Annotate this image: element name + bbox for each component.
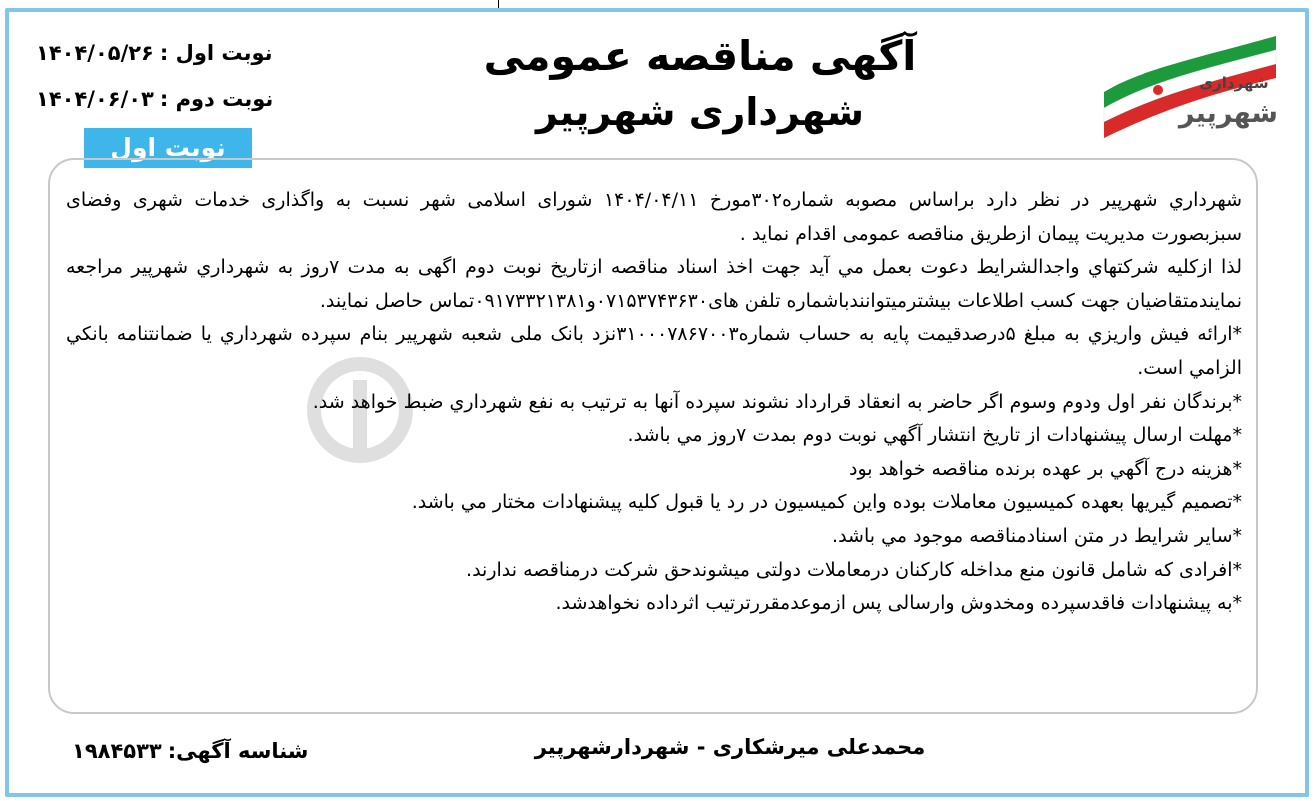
ad-identifier bbox=[72, 736, 308, 766]
logo-label-large: شهرپیر bbox=[1178, 98, 1278, 129]
ad-id-value: ۱۹۸۴۵۳۳ bbox=[72, 739, 162, 763]
turn-badge: نوبت اول bbox=[84, 128, 252, 168]
second-turn-date: ۱۴۰۴/۰۶/۰۳ bbox=[36, 87, 154, 111]
paragraph-intro: شهرداري شهرپير در نظر دارد براساس مصوبه شماره۳۰۲مورخ ۱۴۰۴/۰۴/۱۱ شورای اسلامی شهر نسبت به واگذاری خدمات شهری وفضای سبزبصورت مديريت پيمان ازطريق مناقصه عمومی اقدام نمايد . bbox=[66, 189, 1243, 245]
paragraph-commission: *تصميم گيريها بعهده كميسيون معاملات بوده واين كميسيون در رد يا قبول كليه پيشنهادات مختار مي باشد. bbox=[411, 491, 1242, 514]
mayor-signature: محمدعلی میرشکاری - شهردارشهرپیر bbox=[534, 735, 926, 759]
top-tick-mark bbox=[498, 0, 499, 8]
notice-subtitle: شهرداری شهرپیر bbox=[535, 90, 865, 134]
second-publication-date bbox=[36, 84, 273, 114]
paragraph-winners: *برندگان نفر اول ودوم وسوم اگر حاضر به انعقاد قرارداد نشوند سپرده آنها به ترتيب به نفع شهرداري ضبط خواهد شد. bbox=[312, 390, 1242, 413]
ad-id-label: شناسه آگهی: bbox=[167, 739, 309, 763]
paragraph-deadline: *مهلت ارسال پيشنهادات از تاريخ انتشار آگهي نوبت دوم بمدت ۷روز مي باشد. bbox=[627, 424, 1242, 447]
notice-title: آگهی مناقصه عمومی bbox=[483, 32, 917, 80]
paragraph-prohibition: *افرادی كه شامل قانون منع مداخله كاركنان درمعاملات دولتی ميشوندحق شركت درمناقصه ندارند. bbox=[466, 558, 1242, 581]
notice-body-text bbox=[66, 184, 1242, 621]
first-turn-label: نوبت اول : bbox=[159, 41, 273, 65]
paragraph-other-conditions: *ساير شرايط در متن اسنادمناقصه موجود مي باشد. bbox=[832, 524, 1242, 547]
first-turn-date: ۱۴۰۴/۰۵/۲۶ bbox=[36, 41, 154, 65]
first-publication-date bbox=[36, 38, 273, 68]
paragraph-invalid-bids: *به پيشنهادات فاقدسپرده ومخدوش وارسالی پس ازموعدمقررترتيب اثرداده نخواهدشد. bbox=[555, 592, 1242, 615]
second-turn-label: نوبت دوم : bbox=[159, 87, 274, 111]
paragraph-ad-cost: *هزينه درج آگهي بر عهده برنده مناقصه خواهد بود bbox=[849, 457, 1242, 480]
paragraph-invitation: لذا ازكليه شركتهاي واجدالشرايط دعوت بعمل مي آيد جهت اخذ اسناد مناقصه ازتاريخ نوبت دوم اگهی به مدت ۷روز به شهرداري شهرپير مراجعه نمايندمتقاضيان جهت كسب اطلاعات بيشترميتوانندباشماره تلفن های۰۷۱۵۳۷۴۳۶۳۰و۰۹۱۷۳۳۲۱۳۸۱تماس حاصل نمايند. bbox=[66, 256, 1242, 312]
paragraph-deposit: *ارائه فيش واريزي به مبلغ ۵درصدقيمت پايه به حساب شماره۳۱۰۰۰۷۸۶۷۰۰۳نزد بانک ملی شعبه شهرپير بنام سپرده شهرداري يا ضمانتنامه بانكي الزامي است. bbox=[66, 323, 1242, 379]
logo-label-small: شهرداری bbox=[1199, 74, 1269, 92]
